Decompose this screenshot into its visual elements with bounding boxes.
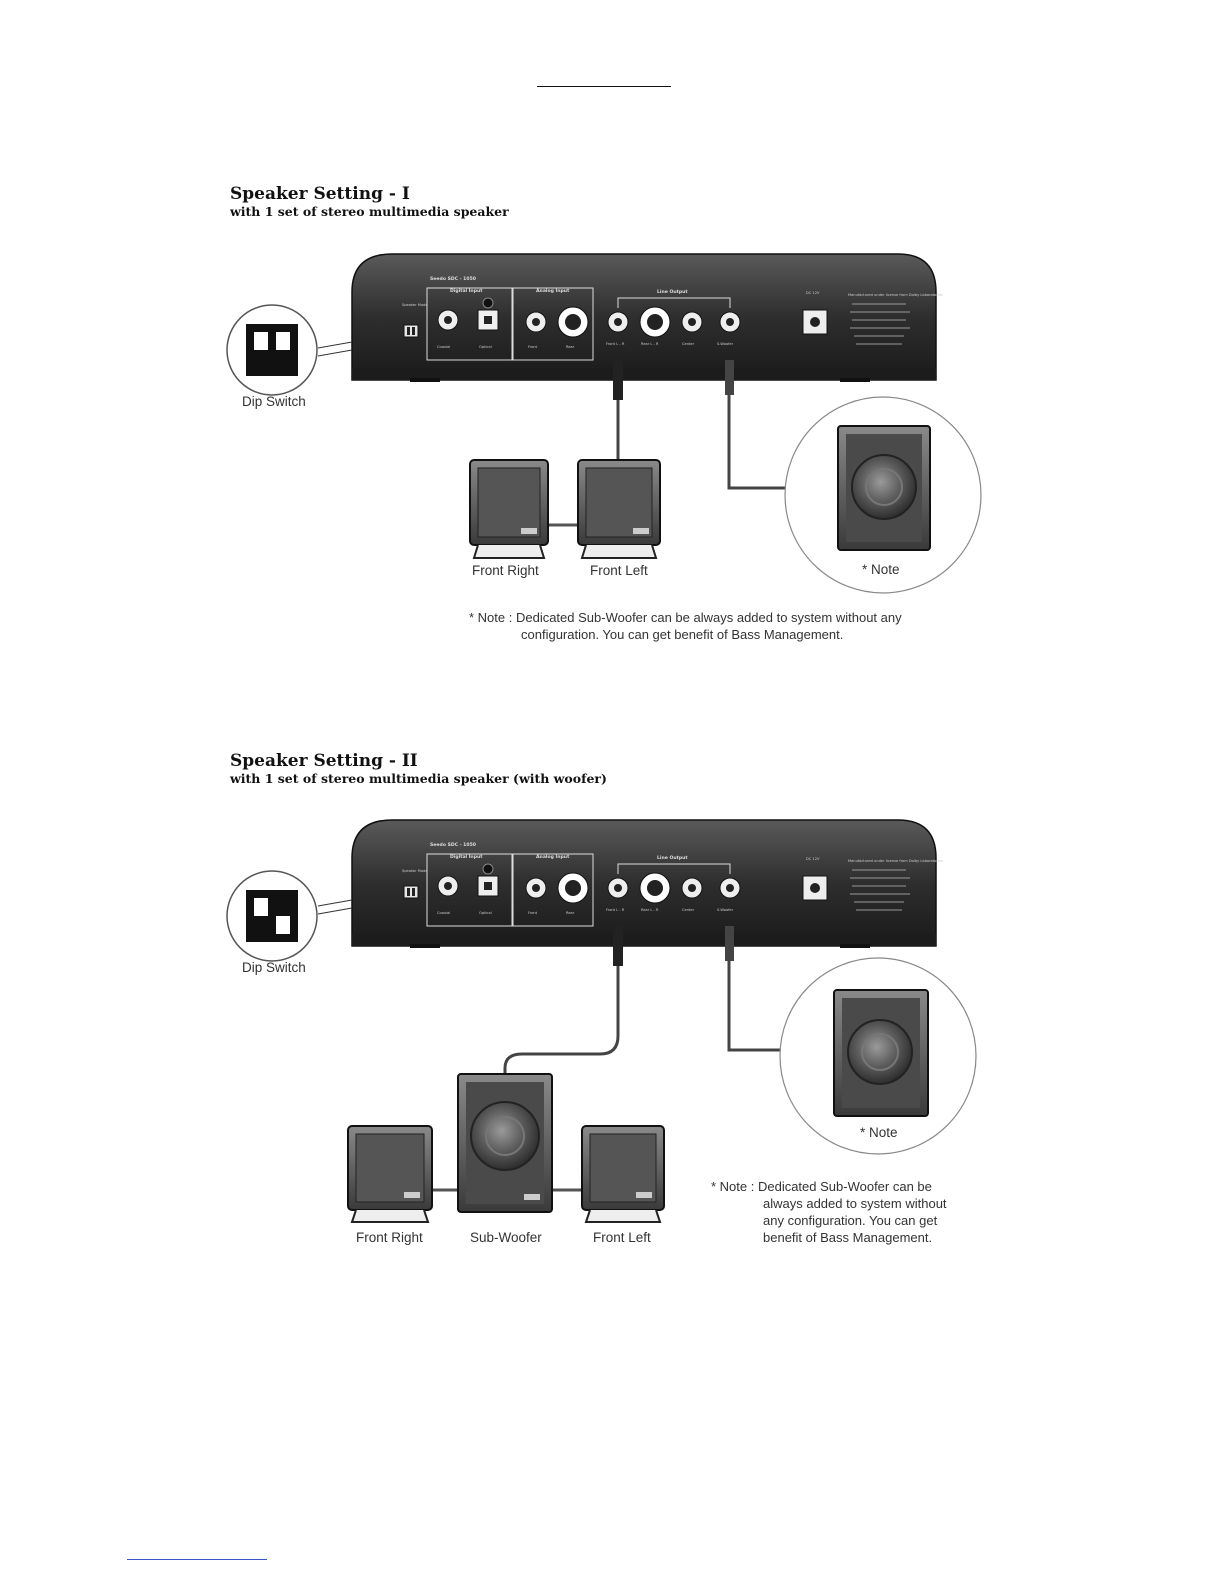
device-panel-2 [352, 820, 943, 948]
dip-lever-1-2 [254, 916, 268, 934]
dip-lever-1 [254, 350, 268, 368]
panel-dip-switch-2[interactable] [404, 886, 418, 898]
line-output-label: Line Output [657, 290, 688, 295]
panel-dip-switch[interactable] [404, 325, 418, 337]
device-model-label-2: Seedo SDC - 1050 [430, 843, 476, 848]
note-label: * Note [862, 562, 900, 577]
subwoofer-note-callout [785, 397, 981, 593]
dip-lever-2 [276, 350, 290, 368]
front-input-label: Front [528, 345, 538, 349]
digital-input-label: Digital Input [450, 289, 483, 294]
rear-input-label-2: Rear [566, 911, 575, 915]
center-label-2: Center [682, 908, 695, 912]
dc-label: DC 12V [806, 291, 820, 295]
device-model-label: Seedo SDC - 1050 [430, 277, 476, 282]
section2-svg [0, 806, 1225, 1266]
section2-note-line-1: * Note : Dedicated Sub-Woofer can be [711, 1179, 932, 1194]
section2-diagram [0, 806, 1225, 1326]
center-label: Center [682, 342, 695, 346]
subwoofer-output-label-2: S-Woofer [717, 908, 734, 912]
rear-input-label: Rear [566, 345, 575, 349]
front-input-label-2: Front [528, 911, 538, 915]
dc-label-2: DC 12V [806, 857, 820, 861]
coaxial-label: Coaxial [437, 345, 451, 349]
section2-note [711, 1178, 947, 1246]
line-output-label-2: Line Output [657, 856, 688, 861]
svg-text:Manufactured under license fro: Manufactured under license from Dolby Laboratories [848, 293, 943, 297]
sub-woofer-label: Sub-Woofer [470, 1230, 542, 1245]
front-left-speaker-2 [582, 1126, 664, 1245]
analog-input-label-2: Analog Input [536, 855, 570, 860]
device-panel [352, 254, 943, 382]
coaxial-label-2: Coaxial [437, 911, 451, 915]
section2-note-line-2: always added to system without [763, 1196, 947, 1211]
section1-svg [0, 240, 1225, 660]
section2-subtitle: with 1 set of stereo multimedia speaker (with woofer) [230, 771, 607, 786]
subwoofer-note-callout-2 [780, 958, 976, 1154]
dip-lever-2-2 [276, 898, 290, 916]
rear-lr-label-2: Rear L - R [641, 908, 659, 912]
front-left-speaker [578, 460, 660, 578]
speaker-mode-label-2: Speaker Mode [402, 869, 428, 873]
dip-switch-label: Dip Switch [242, 394, 306, 409]
section1-diagram [0, 240, 1225, 760]
sub-woofer-speaker [458, 1074, 552, 1245]
front-lr-label-2: Front L - R [606, 908, 625, 912]
section1-subtitle: with 1 set of stereo multimedia speaker [230, 204, 509, 219]
section1-note-line-1: * Note : Dedicated Sub-Woofer can be always added to system without any [469, 610, 902, 625]
front-lr-label: Front L - R [606, 342, 625, 346]
section1-note-line-2: configuration. You can get benefit of Bass Management. [521, 627, 844, 642]
subwoofer-cone-2 [848, 1020, 912, 1084]
dip-switch-callout [227, 305, 352, 409]
front-right-label-2: Front Right [356, 1230, 423, 1245]
sub-woofer-cone [471, 1102, 539, 1170]
section1-note [469, 609, 902, 643]
note-label-2: * Note [860, 1125, 898, 1140]
front-left-label-2: Front Left [593, 1230, 651, 1245]
dip-switch-callout-2 [227, 871, 352, 975]
footer-rule [127, 1559, 267, 1560]
analog-input-label: Analog Input [536, 289, 570, 294]
optical-label-2: Optical [479, 911, 492, 915]
subwoofer-output-label: S-Woofer [717, 342, 734, 346]
front-right-speaker-2 [348, 1126, 432, 1245]
section2-title: Speaker Setting - II [230, 751, 418, 771]
digital-input-label-2: Digital Input [450, 855, 483, 860]
front-left-label: Front Left [590, 563, 648, 578]
rear-lr-label: Rear L - R [641, 342, 659, 346]
dip-switch-label-2: Dip Switch [242, 960, 306, 975]
optical-label: Optical [479, 345, 492, 349]
front-right-label: Front Right [472, 563, 539, 578]
subwoofer-cone [852, 455, 916, 519]
section2-note-line-3: any configuration. You can get [763, 1213, 938, 1228]
section1-title: Speaker Setting - I [230, 184, 410, 204]
speaker-mode-label: Speaker Mode [402, 303, 428, 307]
header-rule [537, 86, 671, 87]
svg-text:Manufactured under license fro: Manufactured under license from Dolby Laboratories [848, 859, 943, 863]
front-right-speaker [470, 460, 548, 578]
section2-note-line-4: benefit of Bass Management. [763, 1230, 933, 1245]
